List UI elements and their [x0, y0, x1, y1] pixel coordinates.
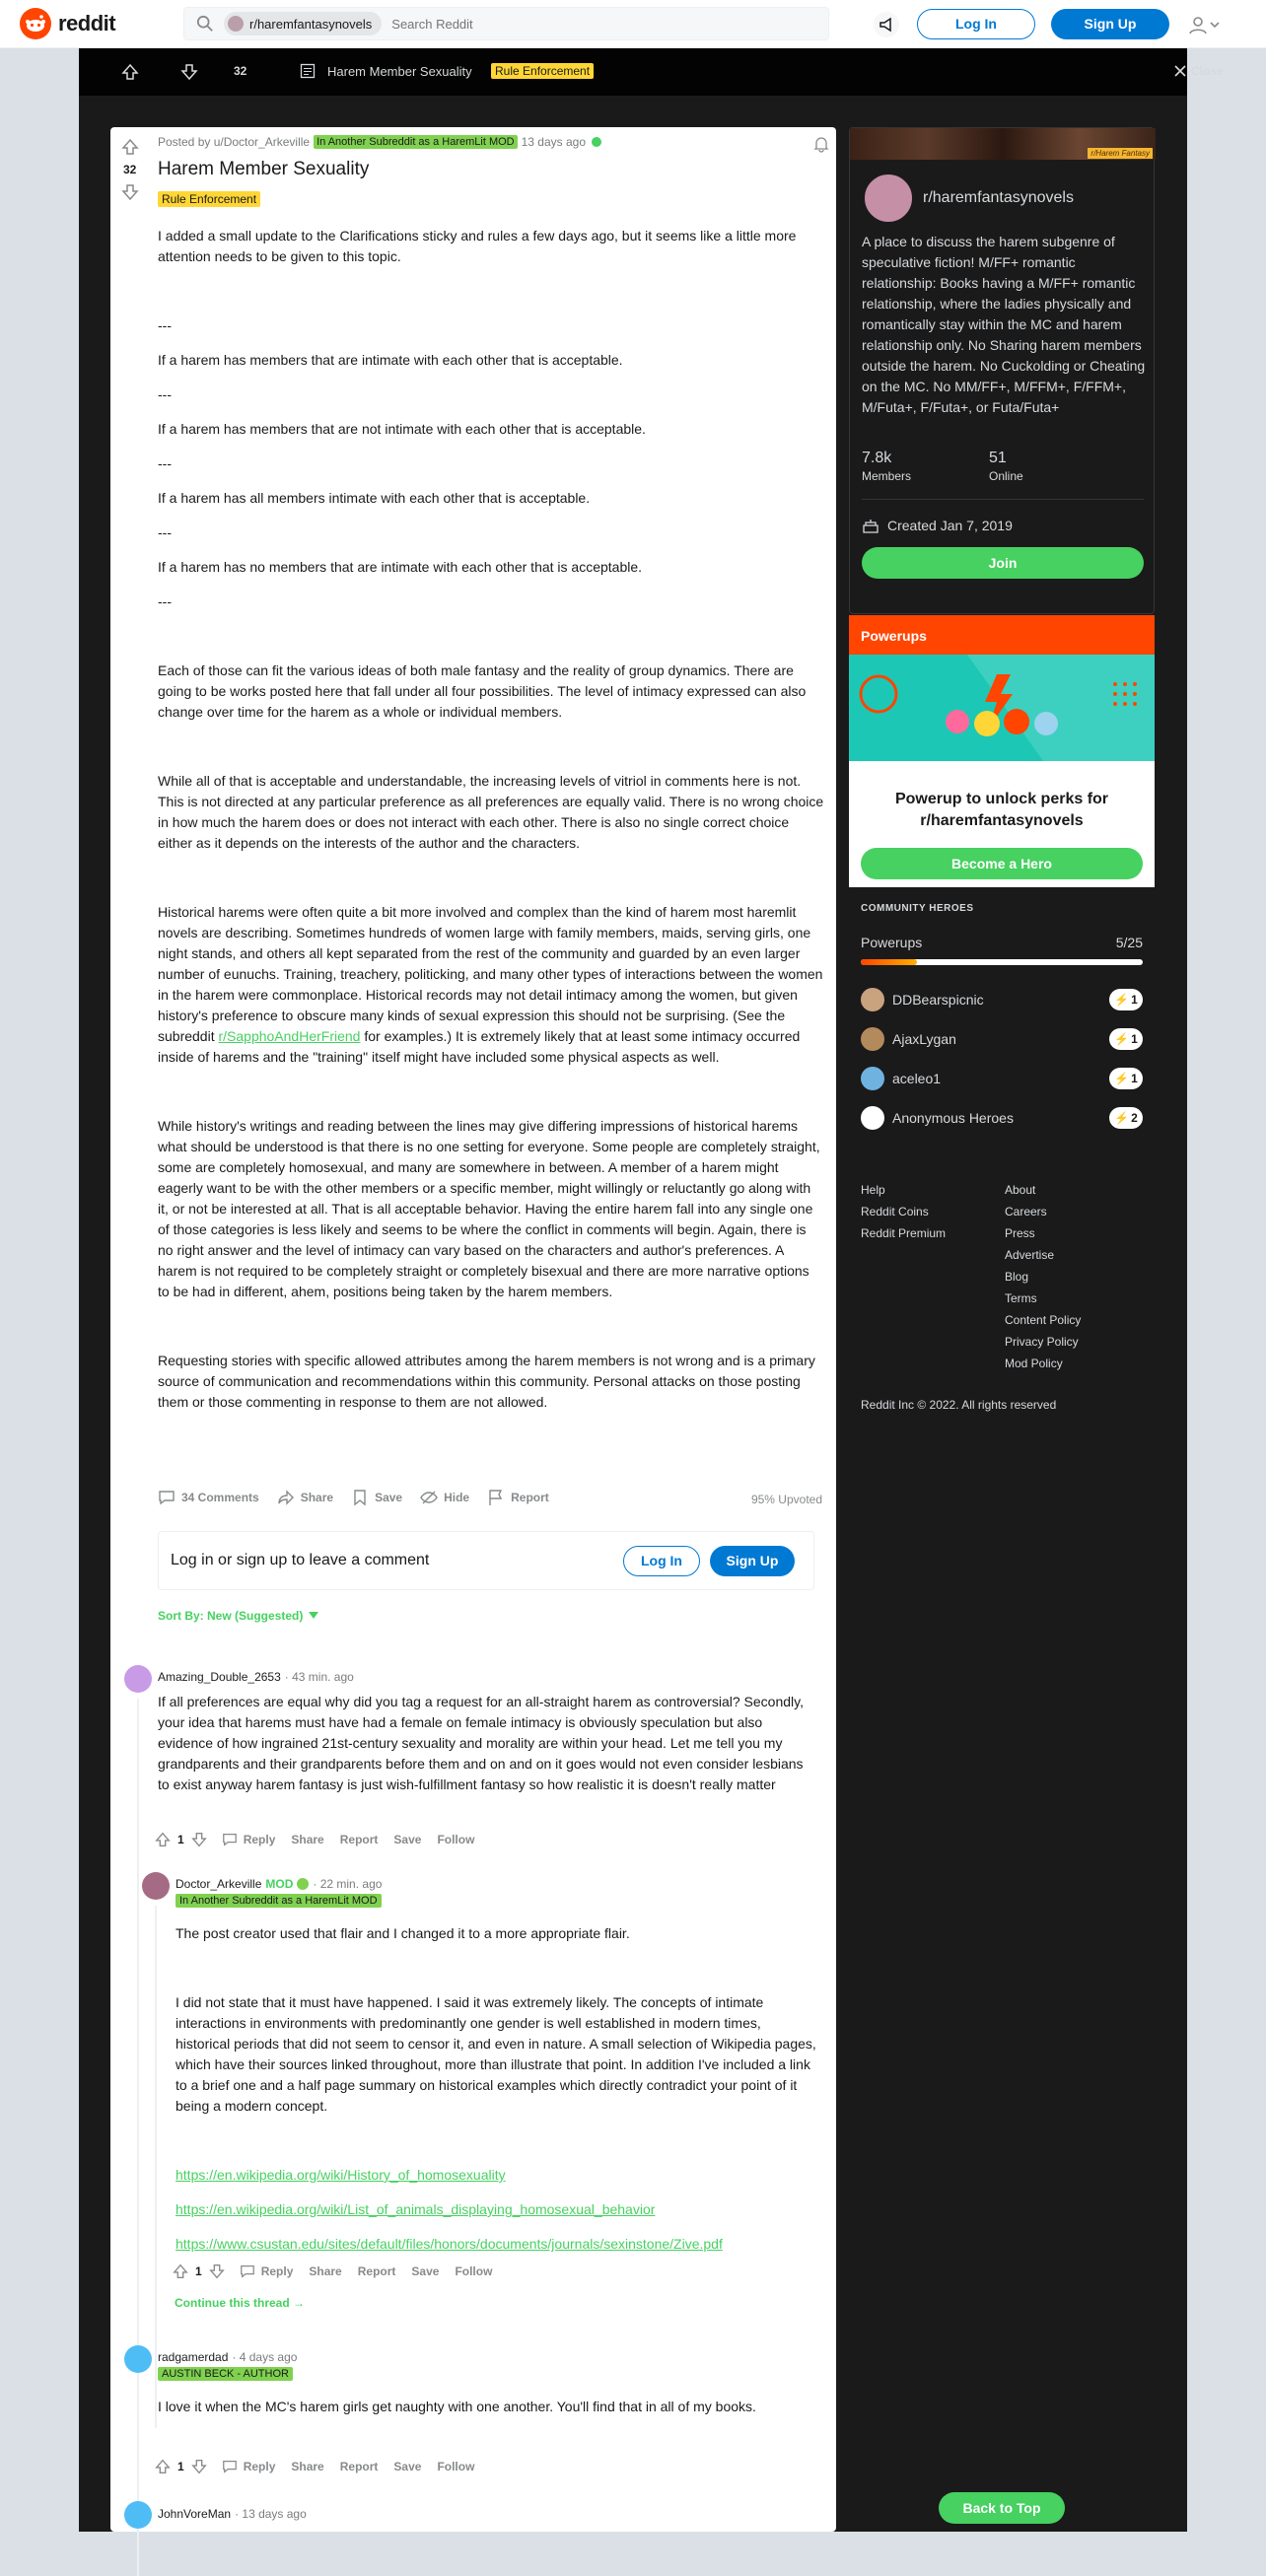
avatar	[861, 1027, 884, 1051]
save-button[interactable]: Save	[411, 2264, 440, 2278]
top-header	[0, 0, 1266, 48]
report-button[interactable]: Report	[357, 2264, 396, 2278]
comment-header	[158, 2350, 297, 2364]
hero-powerup-count: 2	[1131, 1111, 1138, 1125]
lightning-icon: ⚡	[1114, 993, 1130, 1007]
eye-slash-icon	[420, 1489, 438, 1506]
advertise-icon[interactable]	[874, 12, 899, 37]
login-prompt-text: Log in or sign up to leave a comment	[171, 1552, 430, 1568]
share-button[interactable]: Share	[291, 1833, 324, 1846]
upvote-icon[interactable]	[120, 62, 140, 82]
share-button[interactable]: Share	[291, 2460, 324, 2473]
post-paragraph: If a harem has no members that are intimate with each other that is acceptable.	[158, 559, 643, 575]
post-bar-vote-count: 32	[234, 64, 247, 78]
comment-vote-count: 1	[195, 2264, 202, 2278]
post-time[interactable]: 13 days ago	[521, 135, 587, 149]
save-button[interactable]	[351, 1489, 402, 1506]
user-icon	[1187, 14, 1209, 35]
upvote-icon[interactable]	[154, 2458, 172, 2475]
comment-author[interactable]: Doctor_Arkeville	[176, 1877, 262, 1891]
hero-name: Anonymous Heroes	[892, 1110, 1014, 1126]
footer-link[interactable]: Blog	[1005, 1270, 1029, 1284]
comment-header	[158, 1670, 354, 1684]
comment-actions	[154, 2458, 490, 2475]
continue-thread-link[interactable]: Continue this thread →	[175, 2296, 305, 2310]
powerups-label: Powerups	[861, 935, 923, 950]
members-label: Members	[862, 469, 912, 483]
caret-down-icon	[309, 1612, 318, 1620]
comment-time[interactable]: · 22 min. ago	[313, 1877, 383, 1891]
downvote-icon[interactable]	[190, 1831, 208, 1848]
comment-icon	[240, 2263, 255, 2279]
comment-vote-count: 1	[177, 2460, 184, 2473]
community-name[interactable]: r/haremfantasynovels	[923, 189, 1074, 206]
post-paragraph: If a harem has all members intimate with each other that is acceptable.	[158, 490, 591, 506]
save-button[interactable]: Save	[393, 2460, 422, 2473]
footer-link[interactable]: Advertise	[1005, 1248, 1055, 1262]
footer-links-card	[849, 1167, 1155, 1426]
post-flair[interactable]: Rule Enforcement	[158, 191, 260, 207]
report-label: Report	[511, 1491, 549, 1504]
powerups-title: Powerup to unlock perks for r/haremfantasynovels	[894, 791, 1109, 829]
upvote-ratio: 95% Upvoted	[750, 1493, 822, 1506]
save-button[interactable]: Save	[393, 1833, 422, 1846]
comment-icon	[222, 2459, 238, 2474]
hero-powerup-badge	[1109, 1068, 1143, 1089]
thread-line[interactable]	[155, 1906, 157, 2428]
powerups-count: 5/25	[1115, 935, 1143, 950]
avatar[interactable]	[124, 2345, 152, 2373]
downvote-icon[interactable]	[120, 182, 140, 202]
post-paragraph: While history's writings and reading between the lines may give differing impressions of historical harems what should be understood is that there is no one setting for everyone. Some people are completely straight, some are completely homosexual, and many are somewhere in between. A member of a harem might eagerly want to be with the other members or a specific member, might willingly or reluctantly go along with it, or not be interested at all. That is all acceptable behavior. Having the entire harem fall into any single one of those categories is less likely and seems to be where the conflict in comments will begin. Again, there is no right answer and the level of intimacy can vary based on the characters and author's preferences. A harem is not required to be completely straight or completely bisexual and there are more narrative options to be had in different, ahem, positions being taken by the harem members.	[158, 1118, 820, 1299]
report-button[interactable]: Report	[339, 2460, 379, 2473]
comment-time[interactable]: · 43 min. ago	[284, 1670, 354, 1684]
banner-tag: r/Harem Fantasy	[1088, 148, 1153, 159]
created-date	[862, 517, 1013, 534]
avatar[interactable]	[124, 1665, 152, 1693]
hero-row[interactable]	[861, 1025, 956, 1053]
comments-button[interactable]	[158, 1489, 259, 1506]
comment-author[interactable]: radgamerdad	[158, 2350, 229, 2364]
comment-paragraph: I did not state that it must have happened. I said it was extremely likely. The concepts of intimate interactions in environments with predominantly one gender is well established in modern times, historical periods that did not seem to censor it, and even in nature. A small selection of Wikipedia pages, which have their sources linked throughout, more than illustrate that point. In addition I've included a link to a brief one and a half page summary on historical examples which directly contradict your point of it being a modern concept.	[176, 1994, 816, 2114]
search-input[interactable]	[391, 17, 687, 32]
footer-link[interactable]: Help	[861, 1183, 885, 1197]
footer-link[interactable]: Careers	[1005, 1205, 1047, 1218]
share-icon	[277, 1489, 295, 1506]
members-count: 7.8k	[862, 450, 892, 466]
powerups-progress-fill	[861, 959, 917, 965]
sort-dropdown[interactable]	[158, 1609, 318, 1623]
share-label: Share	[300, 1491, 334, 1504]
reddit-alien-icon	[20, 8, 51, 39]
comment-time[interactable]: · 13 days ago	[235, 2507, 307, 2521]
comment-time[interactable]: · 4 days ago	[232, 2350, 298, 2364]
join-button[interactable]: Join	[862, 547, 1144, 579]
comment-actions	[154, 1831, 490, 1848]
hero-powerup-count: 1	[1131, 1072, 1138, 1085]
reply-button[interactable]: Reply	[243, 2460, 276, 2473]
share-button[interactable]	[277, 1489, 333, 1506]
cake-icon	[862, 517, 879, 534]
comment-vote-count: 1	[177, 1833, 184, 1846]
footer-link[interactable]: Terms	[1005, 1291, 1037, 1305]
upvote-icon[interactable]	[154, 1831, 172, 1848]
save-label: Save	[375, 1491, 403, 1504]
footer-link[interactable]: Reddit Coins	[861, 1205, 929, 1218]
community-icon	[862, 172, 915, 225]
author-flair: AUSTIN BECK - AUTHOR	[158, 2367, 293, 2381]
hero-row[interactable]	[861, 1104, 1014, 1132]
comment-body: If all preferences are equal why did you tag a request for an all-straight harem as controversial? Secondly, your idea that harems must have had a female on female intimacy is obviously speculation but also evidence of how ingrained 21st-century sexuality and morality are within your head. Let me tell you my grandparents and their grandparents before them and on and on it goes would not even consider lesbians to exist anyway harem fantasy is just wish-fulfillment fantasy so how realistic it is doesn't really matter	[158, 1694, 804, 1792]
thread-line[interactable]	[137, 1699, 139, 2432]
upvote-icon[interactable]	[120, 137, 140, 157]
post-separator: ---	[158, 317, 172, 333]
comment-icon	[222, 1832, 238, 1847]
post-bar-flair[interactable]: Rule Enforcement	[491, 63, 594, 79]
avatar	[861, 988, 884, 1011]
hero-name: AjaxLygan	[892, 1031, 956, 1047]
comment-signup-button[interactable]: Sign Up	[710, 1546, 795, 1576]
comment-body	[176, 1923, 816, 2255]
post-paragraph: If a harem has members that are not intimate with each other that is acceptable.	[158, 421, 646, 437]
footer-link[interactable]: Reddit Premium	[861, 1226, 947, 1240]
author-flair: In Another Subreddit as a HaremLit MOD	[176, 1894, 382, 1908]
bookmark-icon	[351, 1489, 369, 1506]
comments-label: 34 Comments	[181, 1491, 259, 1504]
hero-name: DDBearspicnic	[892, 992, 984, 1008]
hero-row[interactable]	[861, 986, 984, 1013]
wiki-link[interactable]: https://en.wikipedia.org/wiki/History_of_homosexuality	[176, 2167, 506, 2183]
downvote-icon[interactable]	[179, 62, 199, 82]
close-label: Close	[1191, 64, 1224, 78]
avatar[interactable]	[124, 2501, 152, 2529]
lightning-icon: ⚡	[1114, 1072, 1130, 1085]
community-description: A place to discuss the harem subgenre of speculative fiction! M/FF+ romantic relationship: Books having a M/FF+ romantic relationship, where the ladies physically and romantically stay within the MC and harem relationship only. No Sharing harem members outside the harem. No Cuckolding or Cheating on the MC. No MM/FF+, M/FFM+, F/FFM+, M/Futa+, F/Futa+, or Futa/Futa+	[862, 234, 1146, 415]
avatar	[861, 1106, 884, 1130]
post-separator: ---	[158, 386, 172, 402]
online-count: 51	[989, 450, 1007, 466]
author-flair: In Another Subreddit as a HaremLit MOD	[314, 135, 518, 149]
hero-row[interactable]	[861, 1065, 941, 1092]
powerups-card	[849, 615, 1155, 1126]
lightning-icon: ⚡	[1114, 1111, 1130, 1125]
hero-name: aceleo1	[892, 1071, 942, 1086]
post-separator: ---	[158, 593, 172, 609]
user-menu-dropdown[interactable]	[1187, 12, 1227, 37]
search-bar[interactable]	[183, 7, 829, 40]
follow-button[interactable]: Follow	[437, 2460, 475, 2473]
hero-powerup-count: 1	[1131, 1032, 1138, 1046]
mod-badge: MOD	[265, 1877, 294, 1891]
post-card	[110, 127, 836, 2532]
follow-button[interactable]: Follow	[437, 1833, 475, 1846]
hero-powerup-count: 1	[1131, 993, 1138, 1007]
footer-link[interactable]: About	[1005, 1183, 1036, 1197]
comment-icon	[158, 1489, 176, 1506]
post-vote-count: 32	[123, 163, 137, 176]
report-button[interactable]: Report	[339, 1833, 379, 1846]
comment-author[interactable]: JohnVoreMan	[158, 2507, 232, 2521]
post-paragraph: If a harem has members that are intimate with each other that is acceptable.	[158, 352, 623, 368]
community-info-card	[849, 127, 1155, 614]
post-separator: ---	[158, 524, 172, 540]
powerups-header: Powerups	[849, 615, 1155, 655]
post-author[interactable]: Posted by u/Doctor_Arkeville	[158, 135, 311, 149]
close-icon	[1173, 64, 1187, 78]
divider	[862, 499, 1144, 500]
post-paragraph: Each of those can fit the various ideas of both male fantasy and the reality of group dynamics. There are going to be works posted here that fall under all four possibilities. The level of intimacy expressed can also change over time for the harem as a whole or individual members.	[158, 662, 807, 720]
powerups-progress-bar	[861, 959, 1143, 965]
hero-powerup-badge	[1109, 1028, 1143, 1050]
comment-header	[158, 2507, 307, 2521]
downvote-icon[interactable]	[208, 2263, 226, 2280]
back-to-top-button[interactable]: Back to Top	[939, 2492, 1065, 2524]
online-stat	[989, 450, 1023, 483]
post-meta	[158, 135, 601, 149]
post-paragraph	[158, 902, 824, 1068]
subreddit-link[interactable]: r/SapphoAndHerFriend	[218, 1028, 361, 1044]
hide-label: Hide	[444, 1491, 470, 1504]
lightning-icon: ⚡	[1114, 1032, 1130, 1046]
online-label: Online	[989, 469, 1023, 483]
footer-link[interactable]: Content Policy	[1005, 1313, 1082, 1327]
footer-link[interactable]: Privacy Policy	[1005, 1335, 1079, 1349]
reply-button[interactable]: Reply	[260, 2264, 294, 2278]
downvote-icon[interactable]	[190, 2458, 208, 2475]
mod-shield-icon	[592, 137, 601, 147]
hero-powerup-badge	[1109, 989, 1143, 1010]
bell-icon[interactable]	[812, 135, 830, 153]
post-paragraph: I added a small update to the Clarifications sticky and rules a few days ago, but it seems like a little more attention needs to be given to this topic.	[158, 228, 797, 264]
post-body	[158, 226, 824, 1413]
close-button[interactable]	[1173, 64, 1224, 78]
become-hero-button[interactable]: Become a Hero	[861, 848, 1143, 879]
hero-powerup-badge	[1109, 1107, 1143, 1129]
flag-icon	[487, 1489, 505, 1506]
search-pill-label: r/haremfantasynovels	[249, 16, 373, 32]
chevron-down-icon	[1209, 19, 1221, 31]
emoji-icon	[297, 1878, 309, 1890]
powerups-illustration	[849, 655, 1155, 765]
wiki-link[interactable]: https://en.wikipedia.org/wiki/List_of_animals_displaying_homosexual_behavior	[176, 2201, 656, 2217]
footer-link[interactable]: Press	[1005, 1226, 1035, 1240]
share-button[interactable]: Share	[309, 2264, 342, 2278]
login-prompt-box	[158, 1531, 814, 1590]
login-button[interactable]: Log In	[917, 9, 1035, 39]
search-subreddit-pill[interactable]	[224, 12, 382, 35]
community-heroes-title: COMMUNITY HEROES	[861, 903, 974, 914]
post-separator: ---	[158, 455, 172, 471]
community-banner	[850, 128, 1156, 160]
comment-author[interactable]: Amazing_Double_2653	[158, 1670, 281, 1684]
text-post-icon	[300, 63, 316, 79]
members-stat	[862, 450, 911, 483]
post-top-bar	[79, 48, 1224, 96]
footer-link[interactable]: Mod Policy	[1005, 1357, 1063, 1370]
reddit-logo[interactable]	[20, 8, 115, 39]
copyright: Reddit Inc © 2022. All rights reserved	[861, 1398, 1057, 1412]
follow-button[interactable]: Follow	[455, 2264, 493, 2278]
report-button[interactable]	[487, 1489, 549, 1506]
sort-label: Sort By: New (Suggested)	[158, 1609, 304, 1623]
comment-actions	[172, 2263, 508, 2280]
post-actions	[158, 1482, 828, 1513]
avatar	[861, 1067, 884, 1090]
post-title: Harem Member Sexuality	[158, 159, 370, 179]
created-label: Created Jan 7, 2019	[887, 518, 1013, 533]
comment-body: I love it when the MC's harem girls get naughty with one another. You'll find that in all of my books.	[158, 2399, 756, 2414]
post-bar-title: Harem Member Sexuality	[327, 64, 472, 79]
comment-paragraph: The post creator used that flair and I changed it to a more appropriate flair.	[176, 1925, 630, 1941]
avatar[interactable]	[142, 1872, 170, 1900]
post-paragraph: Requesting stories with specific allowed attributes among the harem members is not wrong and is a primary source of communication and recommendations within this community. Personal attacks on those posting them or those commenting in response to them are not allowed.	[158, 1353, 815, 1410]
signup-button[interactable]: Sign Up	[1051, 9, 1169, 39]
post-text: for examples.) It is extremely likely that at least some intimacy occurred inside of harems and the "training" itself might have included some physical aspects as well.	[158, 1028, 801, 1065]
post-text: Historical harems were often quite a bit more involved and complex than the kind of harem most haremlit novels are describing. Sometimes hundreds of women large with family members, maids, serving girls, one night stands, and others all kept separated from the rest of the community and guarded by an even larger number of eunuchs. Training, treachery, politicking, and many other types of interactions between the women in the harem were commonplace. Historical records may not detail intimacy among the women, but given history's preference to obscure many kinds of sexual expression this should not be surprising. (See the subreddit	[158, 904, 823, 1044]
thread-line[interactable]	[137, 2379, 139, 2576]
post-paragraph: While all of that is acceptable and understandable, the increasing levels of vitriol in comments here is not. This is not directed at any particular preference as all preferences are equally valid. There is no wrong choice in how much the harem does or does not interact with each other. There is also no single correct choice either as it depends on the interests of the author and the characters.	[158, 773, 824, 851]
pdf-link[interactable]: https://www.csustan.edu/sites/default/files/honors/documents/journals/sexinstone/Zive.pdf	[176, 2236, 723, 2252]
reply-button[interactable]: Reply	[243, 1833, 276, 1846]
subreddit-avatar	[228, 16, 244, 32]
upvote-icon[interactable]	[172, 2263, 189, 2280]
hide-button[interactable]	[420, 1489, 469, 1506]
search-icon	[196, 15, 214, 33]
comment-login-button[interactable]: Log In	[623, 1546, 700, 1576]
comment-header	[176, 1877, 382, 1891]
reddit-wordmark: reddit	[58, 11, 116, 35]
